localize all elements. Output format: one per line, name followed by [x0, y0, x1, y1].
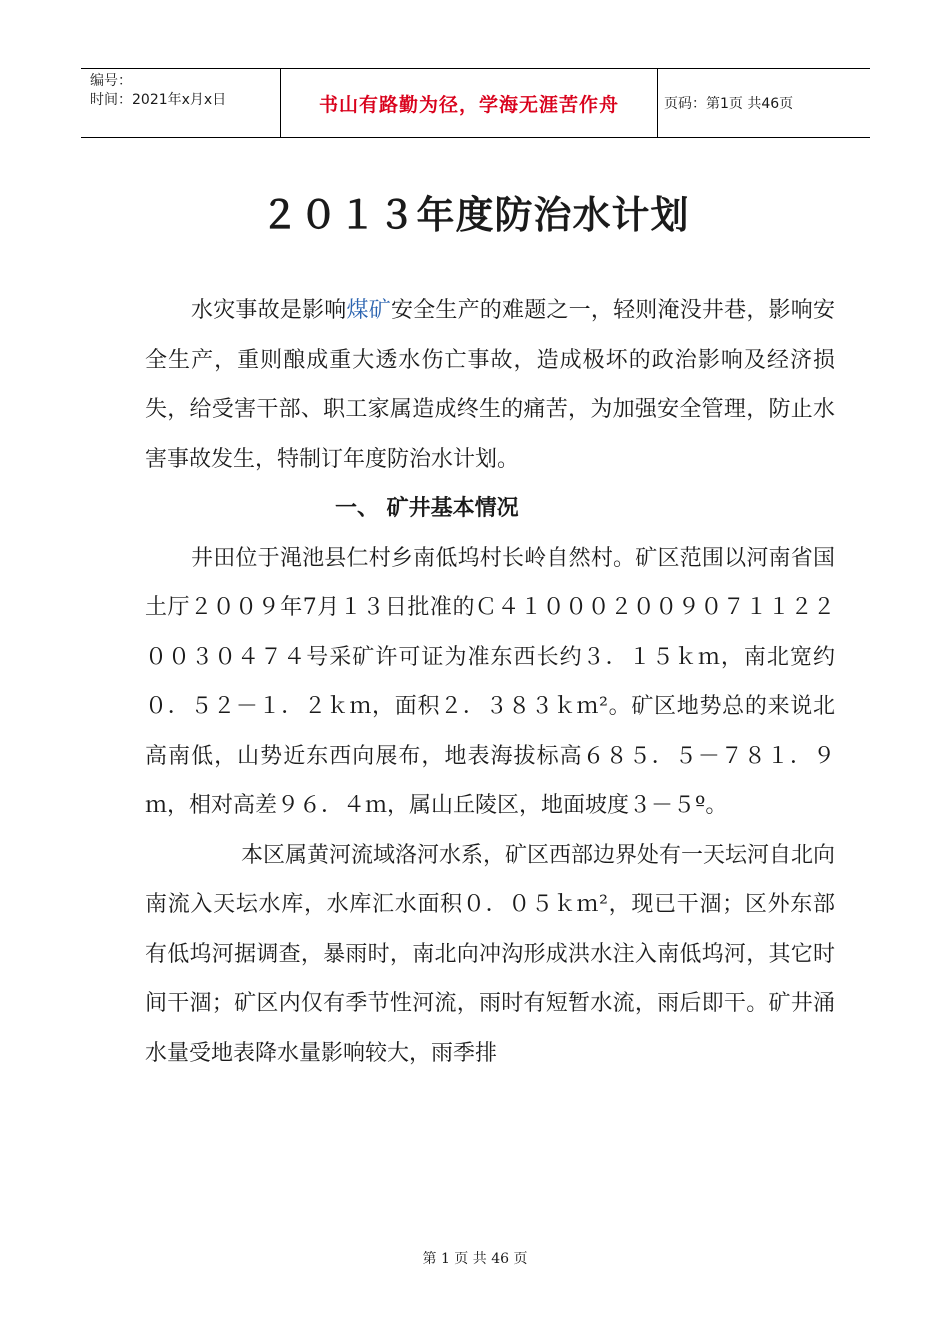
- header-meta: [81, 69, 281, 137]
- page-footer: 第 1 页 共 46 页: [422, 1251, 528, 1267]
- number-label: 编号：: [90, 73, 132, 89]
- paragraph-intro: [145, 286, 835, 484]
- time-label: 时间：2021年x月x日: [90, 92, 227, 108]
- section-heading-1: 一、 矿井基本情况: [335, 496, 519, 521]
- header-page-info: 页码：第1页 共46页: [664, 96, 794, 112]
- paragraph-intro-text-2: 安全生产的难题之一，轻则淹没井巷，影响安全生产，重则酿成重大透水伤亡事故，造成极坏的政治影响及经济损失，给受害干部、职工家属造成终生的痛苦，为加强安全管理，防止水害事故发生，特制订年度防治水计划。: [145, 298, 835, 472]
- paragraph-basic-info: 井田位于渑池县仁村乡南低坞村长岭自然村。矿区范围以河南省国土厅２００９年7月１３日批准的Ｃ４１０００２００９０７１１２２００３０４７４号采矿许可证为准东西长约３．１５ｋｍ，南北宽约０．５２－１．２ｋｍ，面积２．３８３ｋｍ²。矿区地势总的来说北高南低，山势近东西向展布，地表海拔标高６８５．５－７８１．９ｍ，相对高差９６．４ｍ，属山丘陵区，地面坡度３－５º。: [145, 545, 835, 818]
- paragraph-intro-text-1: 水灾事故是影响: [191, 298, 347, 323]
- document-title: ２０１３年度防治水计划: [260, 193, 690, 237]
- header-motto: 书山有路勤为径，学海无涯苦作舟: [281, 69, 658, 137]
- page-header: [81, 68, 870, 138]
- document-body: [145, 286, 835, 1078]
- paragraph-hydrology: 本区属黄河流域洛河水系，矿区西部边界处有一天坛河自北向南流入天坛水库，水库汇水面积０．０５ｋｍ²，现已干涸；区外东部有低坞河据调查，暴雨时，南北向冲沟形成洪水注入南低坞河，其它时间干涸；矿区内仅有季节性河流，雨时有短暂水流，雨后即干。矿井涌水量受地表降水量影响较大，雨季排: [145, 842, 836, 1066]
- coal-mine-link[interactable]: 煤矿: [346, 298, 391, 323]
